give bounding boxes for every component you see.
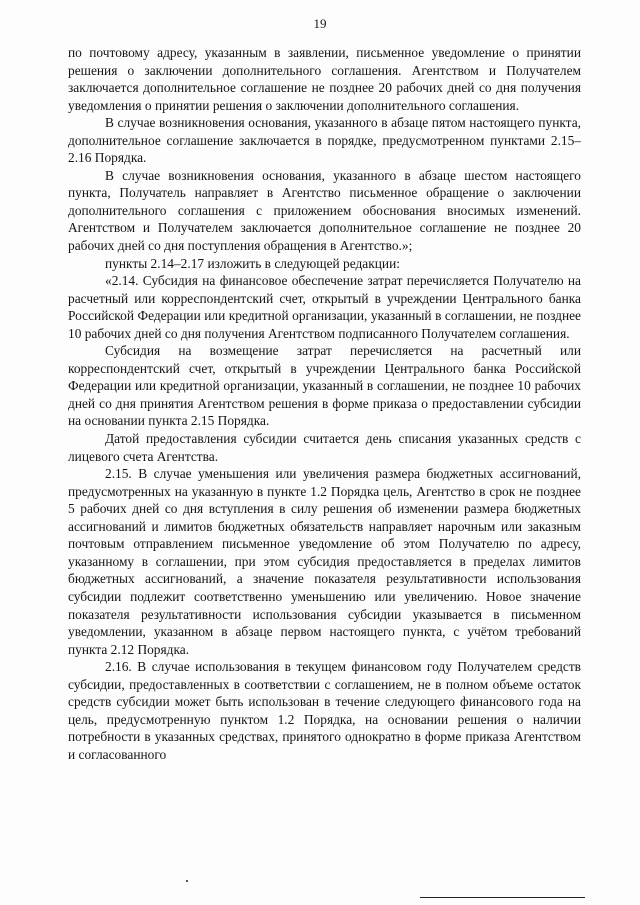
paragraph: пункты 2.14–2.17 изложить в следующей редакции: xyxy=(105,255,400,271)
paragraph: 2.15. В случае уменьшения или увеличения размера бюджетных ассигнований, предусмотренных на указанную в пункте 1.2 Порядка цель, Агентство в срок не позднее 5 рабочих дней со дня вступления в силу решения об изменении размера бюджетных ассигнований и лимитов бюджетных обязательств направляет нарочным или заказным почтовым отправлением письменное уведомление об этом Получателю по адресу, указанному в соглашении, при этом субсидия предоставляется в пределах лимитов бюджетных ассигнований, а значение показателя результативности использования субсидии подлежит соответственно уменьшению или увеличению. Новое значение показателя результативности использования субсидии указывается в письменном уведомлении, указанном в абзаце первом настоящего пункта, с учётом требований пункта 2.12 Порядка. xyxy=(68,466,581,657)
page-number: 19 xyxy=(313,16,327,31)
paragraph: Датой предоставления субсидии считается день списания указанных средств с лицевого счета Агентства. xyxy=(68,431,581,464)
document-body xyxy=(68,44,581,763)
scan-artifact-line xyxy=(420,897,585,898)
paragraph: В случае возникновения основания, указанного в абзаце шестом настоящего пункта, Получатель направляет в Агентство письменное обращение о заключении дополнительного соглашения с приложением обоснования вносимых изменений. Агентством и Получателем заключается дополнительное соглашение не позднее 20 рабочих дней со дня поступления обращения в Агентство.»; xyxy=(68,167,581,254)
paragraph: «2.14. Субсидия на финансовое обеспечение затрат перечисляется Получателю на расчетный или корреспондентский счет, открытый в учреждении Центрального банка Российской Федерации или кредитной организации, указанный в соглашении, не позднее 10 рабочих дней со дня получения Агентством подписанного Получателем соглашения. xyxy=(68,273,581,341)
paragraph: 2.16. В случае использования в текущем финансовом году Получателем средств субсидии, предоставленных в соответствии с соглашением, не в полном объеме остаток средств субсидии может быть использован в течение следующего финансового года на цель, предусмотренную пунктом 1.2 Порядка, на основании решения о наличии потребности в указанных средствах, принятого однократно в форме приказа Агентством и согласованного xyxy=(68,659,581,762)
paragraph: по почтовому адресу, указанным в заявлении, письменное уведомление о принятии решения о заключении дополнительного соглашения. Агентством и Получателем заключается дополнительное соглашение не позднее 20 рабочих дней со дня получения уведомления о принятии решения о заключении дополнительного соглашения. xyxy=(68,45,581,113)
paragraph: В случае возникновения основания, указанного в абзаце пятом настоящего пункта, дополнительное соглашение заключается в порядке, предусмотренном пунктами 2.15–2.16 Порядка. xyxy=(68,115,581,166)
paragraph: Субсидия на возмещение затрат перечисляется на расчетный или корреспондентский счет, открытый в учреждении Центрального банка Российской Федерации или кредитной организации, указанный в соглашении, не позднее 10 рабочих дней со дня принятия Агентством решения в форме приказа о предоставлении субсидии на основании пункта 2.15 Порядка. xyxy=(68,343,581,429)
scan-artifact-dot xyxy=(186,880,188,882)
